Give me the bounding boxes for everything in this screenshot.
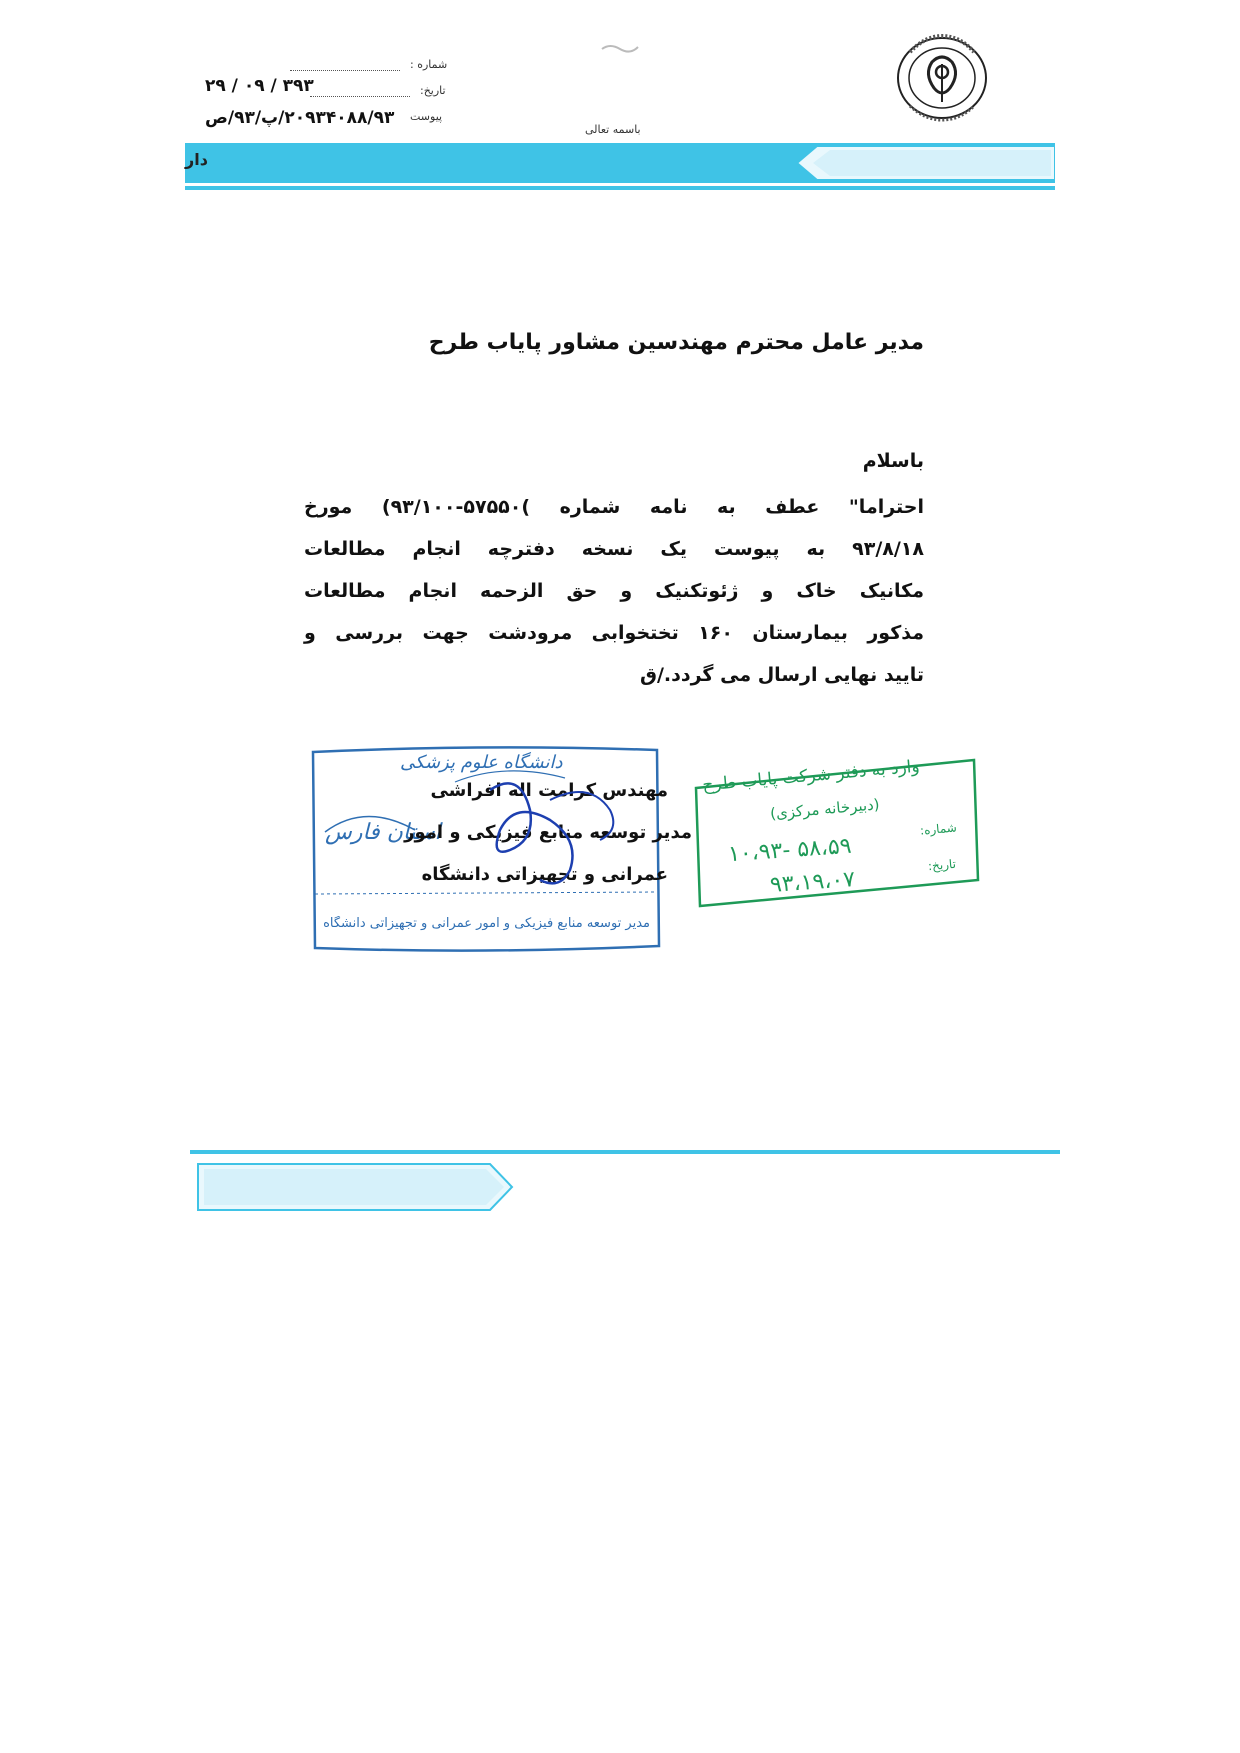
faint-mark — [600, 40, 640, 54]
header-band — [185, 143, 1055, 193]
received-title: وارد به دفتر شرکت پایاب طرح — [701, 756, 921, 796]
footer-band — [190, 1150, 1060, 1220]
received-number-label: شماره: — [919, 820, 958, 838]
greeting: باسلام — [862, 450, 924, 472]
received-date-label: تاریخ: — [927, 856, 957, 874]
attachment-label: پیوست — [410, 110, 443, 123]
signer-name: مهندس کرامت اله افراشی — [430, 780, 668, 801]
date-dots — [310, 96, 410, 97]
received-number: ۱۰،۹۳- ۵۸،۵۹ — [727, 833, 853, 868]
signer-title-line2: عمرانی و تجهیزاتی دانشگاه — [421, 864, 668, 885]
body-line: احتراما" عطف به نامه شماره )۵۷۵۵۰-۹۳/۱۰۰) مورخ — [304, 496, 924, 518]
received-subtitle: (دبیرخانه مرکزی) — [769, 795, 881, 823]
stamp-middle-text: استان فارس — [325, 820, 441, 845]
number-dots — [290, 70, 400, 71]
signer-title-line1: مدیر توسعه منابع فیزیکی و امور — [404, 822, 692, 843]
university-logo — [880, 22, 1010, 122]
handwritten-signature — [460, 770, 660, 904]
body-line: مکانیک خاک و ژئوتکنیک و حق الزحمه انجام مطالعات — [304, 580, 924, 602]
date-value: ۳۹۳ / ۰۹ / ۲۹ — [205, 76, 314, 96]
addressee: مدیر عامل محترم مهندسین مشاور پایاب طرح — [428, 330, 924, 355]
stamp-top-text: دانشگاه علوم پزشکی — [400, 752, 563, 773]
body-line: مذکور بیمارستان ۱۶۰ تختخوابی مرودشت جهت بررسی و — [304, 622, 924, 644]
number-label: شماره : — [410, 58, 448, 71]
bismillah-text: باسمه تعالی — [585, 123, 641, 136]
reference-number: ۲۰۹۳۴۰۸۸/۹۳/پ/۹۳/ص — [205, 108, 395, 128]
date-label: تاریخ: — [420, 84, 446, 97]
body-line: ۹۳/۸/۱۸ به پیوست یک نسخه دفترچه انجام مطالعات — [304, 538, 924, 560]
stamp-bottom-text: مدیر توسعه منابع فیزیکی و امور عمرانی و تجهیزاتی دانشگاه — [323, 916, 650, 931]
received-date: ۹۳،۱۹،۰۷ — [769, 867, 856, 898]
header-band-text: دار — [185, 150, 208, 169]
body-line: تایید نهایی ارسال می گردد./ق — [639, 664, 924, 686]
